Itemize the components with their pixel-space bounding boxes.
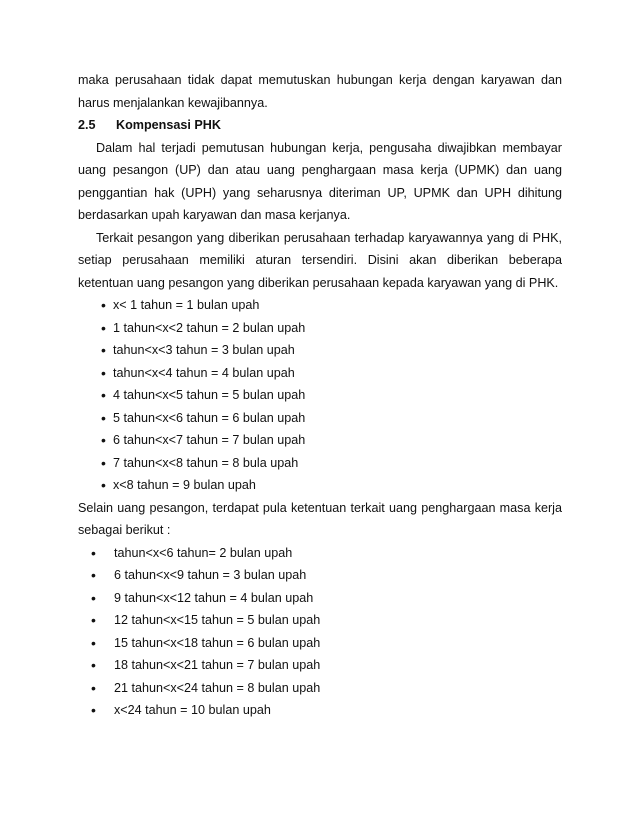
bullet-icon xyxy=(91,654,96,678)
bullet-icon xyxy=(101,429,106,453)
list-item: • 21 tahun<x<24 tahun = 8 bulan upah xyxy=(78,677,562,700)
document-page xyxy=(78,69,562,722)
list-item: • 4 tahun<x<5 tahun = 5 bulan upah xyxy=(78,384,562,407)
bullet-icon xyxy=(91,542,96,566)
bullet-icon xyxy=(101,384,106,408)
list-item: • x<8 tahun = 9 bulan upah xyxy=(78,474,562,497)
bullet-icon xyxy=(91,609,96,633)
paragraph-intro: maka perusahaan tidak dapat memutuskan hubungan kerja dengan karyawan dan harus menjalankan kewajibannya. xyxy=(78,73,562,110)
bullet-icon xyxy=(91,564,96,588)
bullet-icon xyxy=(91,632,96,656)
list-item: • 6 tahun<x<7 tahun = 7 bulan upah xyxy=(78,429,562,452)
section-number: 2.5 xyxy=(78,118,96,132)
list-item: • 6 tahun<x<9 tahun = 3 bulan upah xyxy=(78,564,562,587)
list-item: • tahun<x<3 tahun = 3 bulan upah xyxy=(78,339,562,362)
paragraph-severance: Terkait pesangon yang diberikan perusahaan terhadap karyawannya yang di PHK, setiap perusahaan memiliki aturan tersendiri. Disini akan diberikan beberapa ketentuan uang pesangon yang diberikan perusahaan kepada karyawan yang di PHK. xyxy=(78,230,562,290)
bullet-icon xyxy=(101,294,106,318)
bullet-icon xyxy=(91,587,96,611)
list-item: • tahun<x<4 tahun = 4 bulan upah xyxy=(78,362,562,385)
bullet-icon xyxy=(101,407,106,431)
service-award-list xyxy=(78,542,562,722)
bullet-icon xyxy=(101,452,106,476)
bullet-icon xyxy=(101,474,106,498)
severance-list xyxy=(78,294,562,497)
bullet-icon xyxy=(101,339,106,363)
bullet-icon xyxy=(91,677,96,701)
list-item: • 15 tahun<x<18 tahun = 6 bulan upah xyxy=(78,632,562,655)
list-item: • 9 tahun<x<12 tahun = 4 bulan upah xyxy=(78,587,562,610)
bullet-icon xyxy=(101,317,106,341)
section-heading xyxy=(78,114,562,137)
section-title: Kompensasi PHK xyxy=(116,118,221,132)
list-item: • 1 tahun<x<2 tahun = 2 bulan upah xyxy=(78,317,562,340)
list-item: • 18 tahun<x<21 tahun = 7 bulan upah xyxy=(78,654,562,677)
list-item: • 7 tahun<x<8 tahun = 8 bula upah xyxy=(78,452,562,475)
list-item: • 12 tahun<x<15 tahun = 5 bulan upah xyxy=(78,609,562,632)
list-item: • tahun<x<6 tahun= 2 bulan upah xyxy=(78,542,562,565)
bullet-icon xyxy=(101,362,106,386)
paragraph-compensation: Dalam hal terjadi pemutusan hubungan kerja, pengusaha diwajibkan membayar uang pesangon (UP) dan atau uang penghargaan masa kerja (UPMK) dan uang penggantian hak (UPH) yang seharusnya diteriman UP, UPMK dan UPH dihitung berdasarkan upah karyawan dan masa kerjanya. xyxy=(78,140,562,222)
list-item: • x< 1 tahun = 1 bulan upah xyxy=(78,294,562,317)
paragraph-service-award: Selain uang pesangon, terdapat pula ketentuan terkait uang penghargaan masa kerja sebagai berikut : xyxy=(78,500,562,537)
list-item: • x<24 tahun = 10 bulan upah xyxy=(78,699,562,722)
list-item: • 5 tahun<x<6 tahun = 6 bulan upah xyxy=(78,407,562,430)
bullet-icon xyxy=(91,699,96,723)
